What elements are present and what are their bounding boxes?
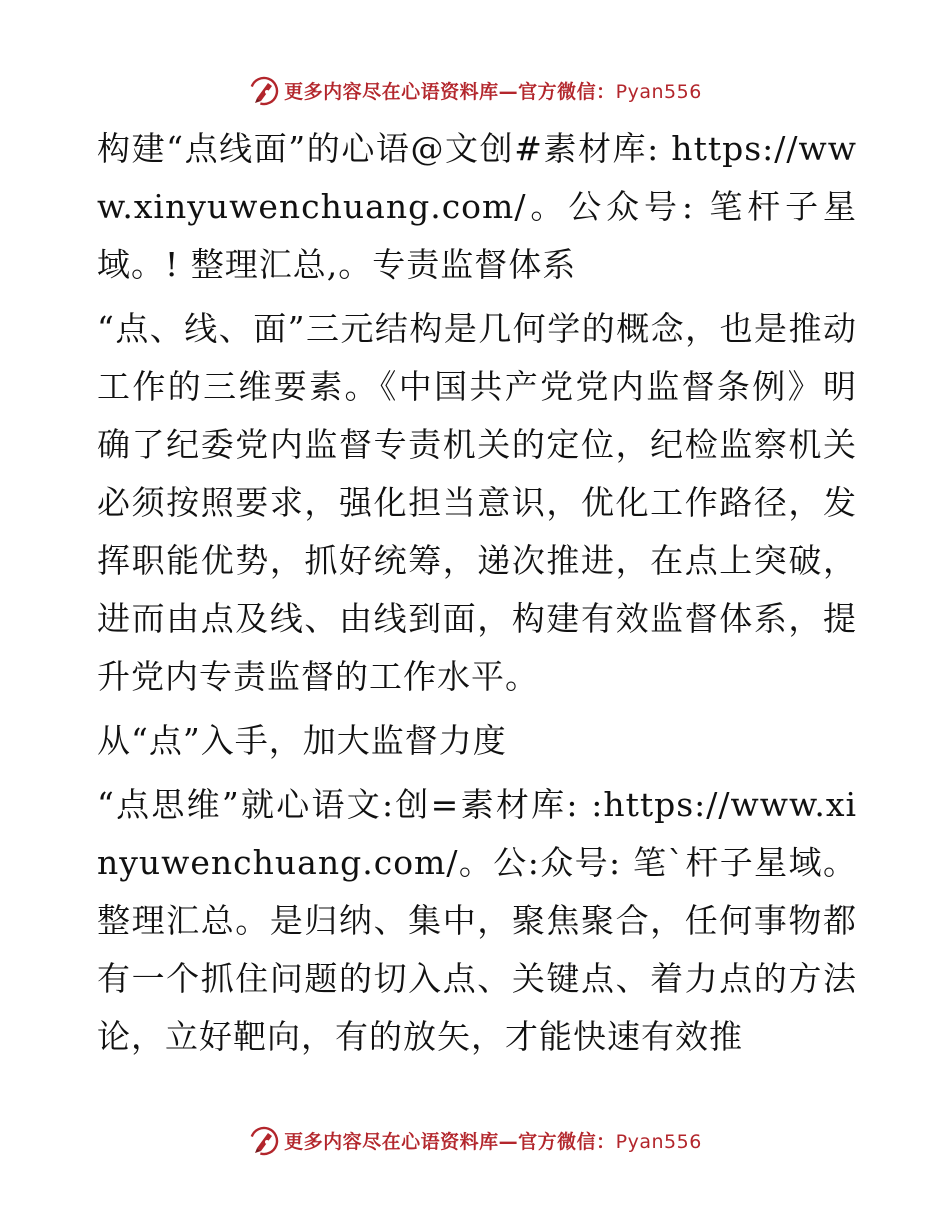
header-banner	[0, 70, 950, 110]
paragraph-point-thinking: “点思维”就心语文:创=素材库: :https://www.xinyuwenchuang.com/。公:众号: 笔`杆子星域。整理汇总。是归纳、集中，聚焦聚合，任何事物都有一个抓住问题的切入点、关键点、着力点的方法论，立好靶向，有的放矢，才能快速有效推	[97, 785, 857, 1056]
banner-text: 更多内容尽在心语资料库—官方微信：Pyan556	[284, 80, 702, 103]
document-body	[97, 120, 857, 1066]
paragraph-intro: 构建“点线面”的心语@文创#素材库: https://www.xinyuwenchuang.com/。公众号: 笔杆子星域。! 整理汇总,。专责监督体系	[97, 129, 857, 284]
paragraph-overview: “点、线、面”三元结构是几何学的概念，也是推动工作的三维要素。《中国共产党党内监督条例》明确了纪委党内监督专责机关的定位，纪检监察机关必须按照要求，强化担当意识，优化工作路径，发挥职能优势，抓好统筹，递次推进，在点上突破，进而由点及线、由线到面，构建有效监督体系，提升党内专责监督的工作水平。	[97, 309, 857, 696]
footer-banner	[0, 1120, 950, 1160]
pen-logo-icon	[248, 74, 280, 106]
section-heading: 从“点”入手，加大监督力度	[97, 721, 507, 760]
banner-text: 更多内容尽在心语资料库—官方微信：Pyan556	[284, 1130, 702, 1153]
pen-logo-icon	[248, 1124, 280, 1156]
